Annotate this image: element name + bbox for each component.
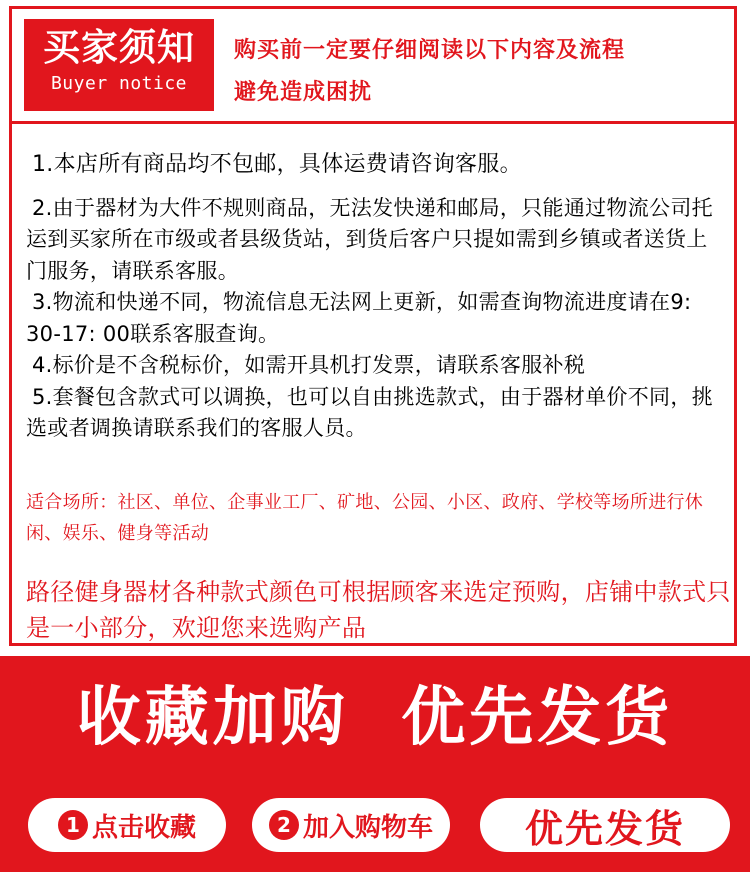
buyer-notice-badge xyxy=(24,19,214,111)
step-2-number-icon: 2 xyxy=(269,810,299,840)
add-to-cart-label: 加入购物车 xyxy=(302,812,433,843)
header-divider xyxy=(12,121,734,124)
priority-shipping-label: 优先发货 xyxy=(524,806,685,851)
notice-card xyxy=(9,6,737,646)
favorite-button[interactable] xyxy=(28,798,226,852)
favorite-cart-banner xyxy=(0,656,750,872)
banner-title: 收藏加购 优先发货 xyxy=(76,681,674,755)
header-line-1: 购买前一定要仔细阅读以下内容及流程 xyxy=(234,38,626,63)
notice-item-tracking: 3.物流和快递不同，物流信息无法网上更新，如需查询物流进度请在9: 30-17: 00联系客服查询。 xyxy=(26,290,699,346)
priority-shipping-badge xyxy=(480,798,730,852)
step-1-number-icon: 1 xyxy=(58,810,88,840)
custom-order-note: 路径健身器材各种款式颜色可根据顾客来选定预购，店铺中款式只是一小部分，欢迎您来选购产品 xyxy=(26,578,731,642)
notice-item-shipping: 1.本店所有商品均不包邮，具体运费请咨询客服。 xyxy=(32,152,522,177)
notice-item-package: 5.套餐包含款式可以调换，也可以自由挑选款式，由于器材单价不同，挑选或者调换请联系我们的客服人员。 xyxy=(26,384,713,440)
badge-title: 买家须知 xyxy=(43,26,195,69)
header-line-2: 避免造成困扰 xyxy=(234,80,373,105)
notice-item-tax: 4.标价是不含税标价，如需开具机打发票，请联系客服补税 xyxy=(32,353,586,377)
badge-subtitle: Buyer notice xyxy=(50,73,188,94)
notice-items xyxy=(26,149,726,445)
favorite-label: 点击收藏 xyxy=(91,812,196,843)
suitable-venues: 适合场所：社区、单位、企事业工厂、矿地、公园、小区、政府、学校等场所进行休闲、娱乐、健身等活动 xyxy=(26,492,704,544)
add-to-cart-button[interactable] xyxy=(252,798,450,852)
notice-item-logistics: 2.由于器材为大件不规则商品，无法发快递和邮局，只能通过物流公司托运到买家所在市级或者县级货站，到货后客户只提如需到乡镇或者送货上门服务，请联系客服。 xyxy=(26,195,713,283)
